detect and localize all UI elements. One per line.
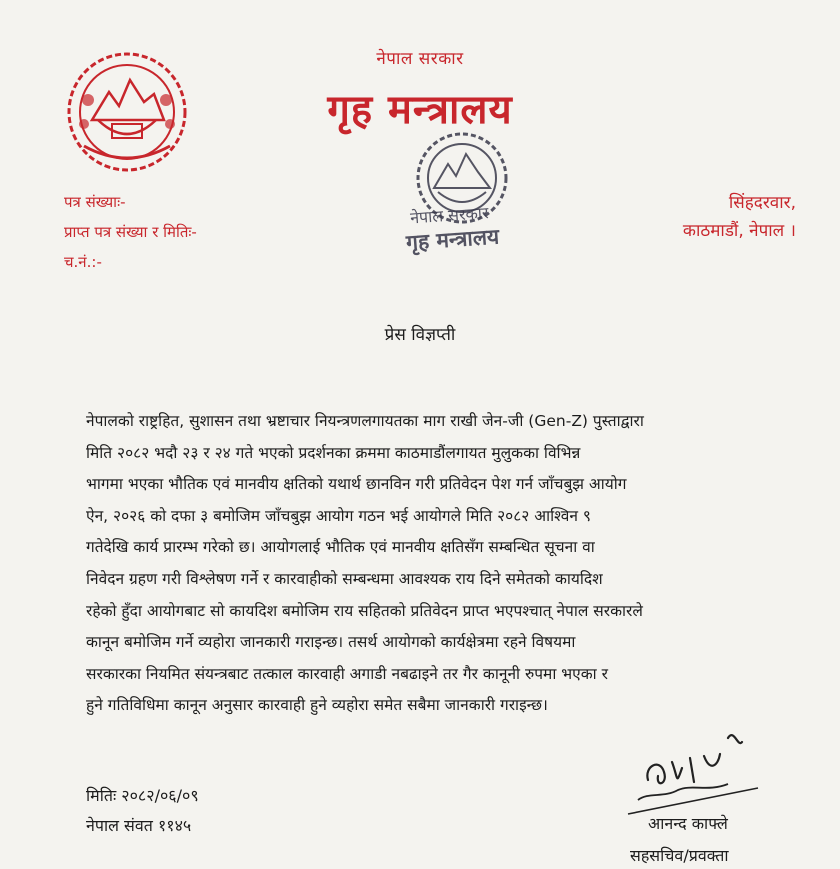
- government-name: नेपाल सरकार: [376, 49, 464, 69]
- dispatch-number-label: च.नं.:-: [64, 253, 102, 271]
- date-line: मितिः २०८२/०६/०९: [86, 786, 199, 805]
- body-line: भागमा भएका भौतिक एवं मानवीय क्षतिको यथार्थ छानविन गरी प्रतिवेदन पेश गर्न जाँचबुझ आयोग: [86, 475, 627, 494]
- signatory-name: आनन्द काफ्ले: [648, 814, 728, 833]
- nepal-sambat-line: नेपाल संवत ११४५: [86, 816, 192, 835]
- signatory-title: सहसचिव/प्रवक्ता: [630, 846, 729, 865]
- body-line: ऐन, २०२६ को दफा ३ बमोजिम जाँचबुझ आयोग गठन भई आयोगले मिति २०८२ आश्विन ९: [86, 506, 591, 525]
- notice-title: प्रेस विज्ञप्ती: [384, 325, 456, 345]
- body-line: हुने गतिविधिमा कानून अनुसार कारवाही हुने व्यहोरा समेत सबैमा जानकारी गराइन्छ।: [86, 696, 548, 715]
- notice-body: [86, 406, 806, 722]
- received-letter-label: प्राप्त पत्र संख्या र मितिः-: [64, 223, 197, 241]
- body-line: निवेदन ग्रहण गरी विश्लेषण गर्ने र कारवाहीको सम्बन्धमा आवश्यक राय दिने समेतको कायदिश: [86, 569, 603, 588]
- stamp-ministry-text: गृह मन्त्रालय: [405, 224, 500, 255]
- body-line: सरकारका नियमित संयन्त्रबाट तत्काल कारवाही अगाडी नबढाइने तर गैर कानूनी रुपमा भएका र: [86, 664, 608, 683]
- address-line-2: काठमाडौं, नेपाल ।: [682, 221, 796, 241]
- body-line: मिति २०८२ भदौ २३ र २४ गते भएको प्रदर्शनका क्रममा काठमाडौंलगायत मुलुकका विभिन्न: [86, 443, 581, 462]
- body-line: कानून बमोजिम गर्ने व्यहोरा जानकारी गराइन्छ। तसर्थ आयोगको कार्यक्षेत्रमा रहने विषयमा: [86, 633, 576, 652]
- ministry-name: गृह मन्त्रालय: [327, 87, 513, 133]
- address-line-1: सिंहदरवार,: [728, 193, 796, 213]
- body-line: रहेको हुँदा आयोगबाट सो कायदिश बमोजिम राय सहितको प्रतिवेदन प्राप्त भएपश्चात् नेपाल सरकारले: [86, 601, 643, 620]
- body-line: गतेदेखि कार्य प्रारम्भ गरेको छ। आयोगलाई भौतिक एवं मानवीय क्षतिसँग सम्बन्धित सूचना वा: [86, 538, 595, 557]
- body-line: नेपालको राष्ट्रहित, सुशासन तथा भ्रष्टाचार नियन्त्रणलगायतका माग राखी जेन-जी (Gen-Z) पुस्ताद्वारा: [86, 412, 644, 430]
- stamp-government-text: नेपाल सरकार: [409, 203, 490, 228]
- letter-number-label: पत्र संख्याः-: [64, 193, 126, 211]
